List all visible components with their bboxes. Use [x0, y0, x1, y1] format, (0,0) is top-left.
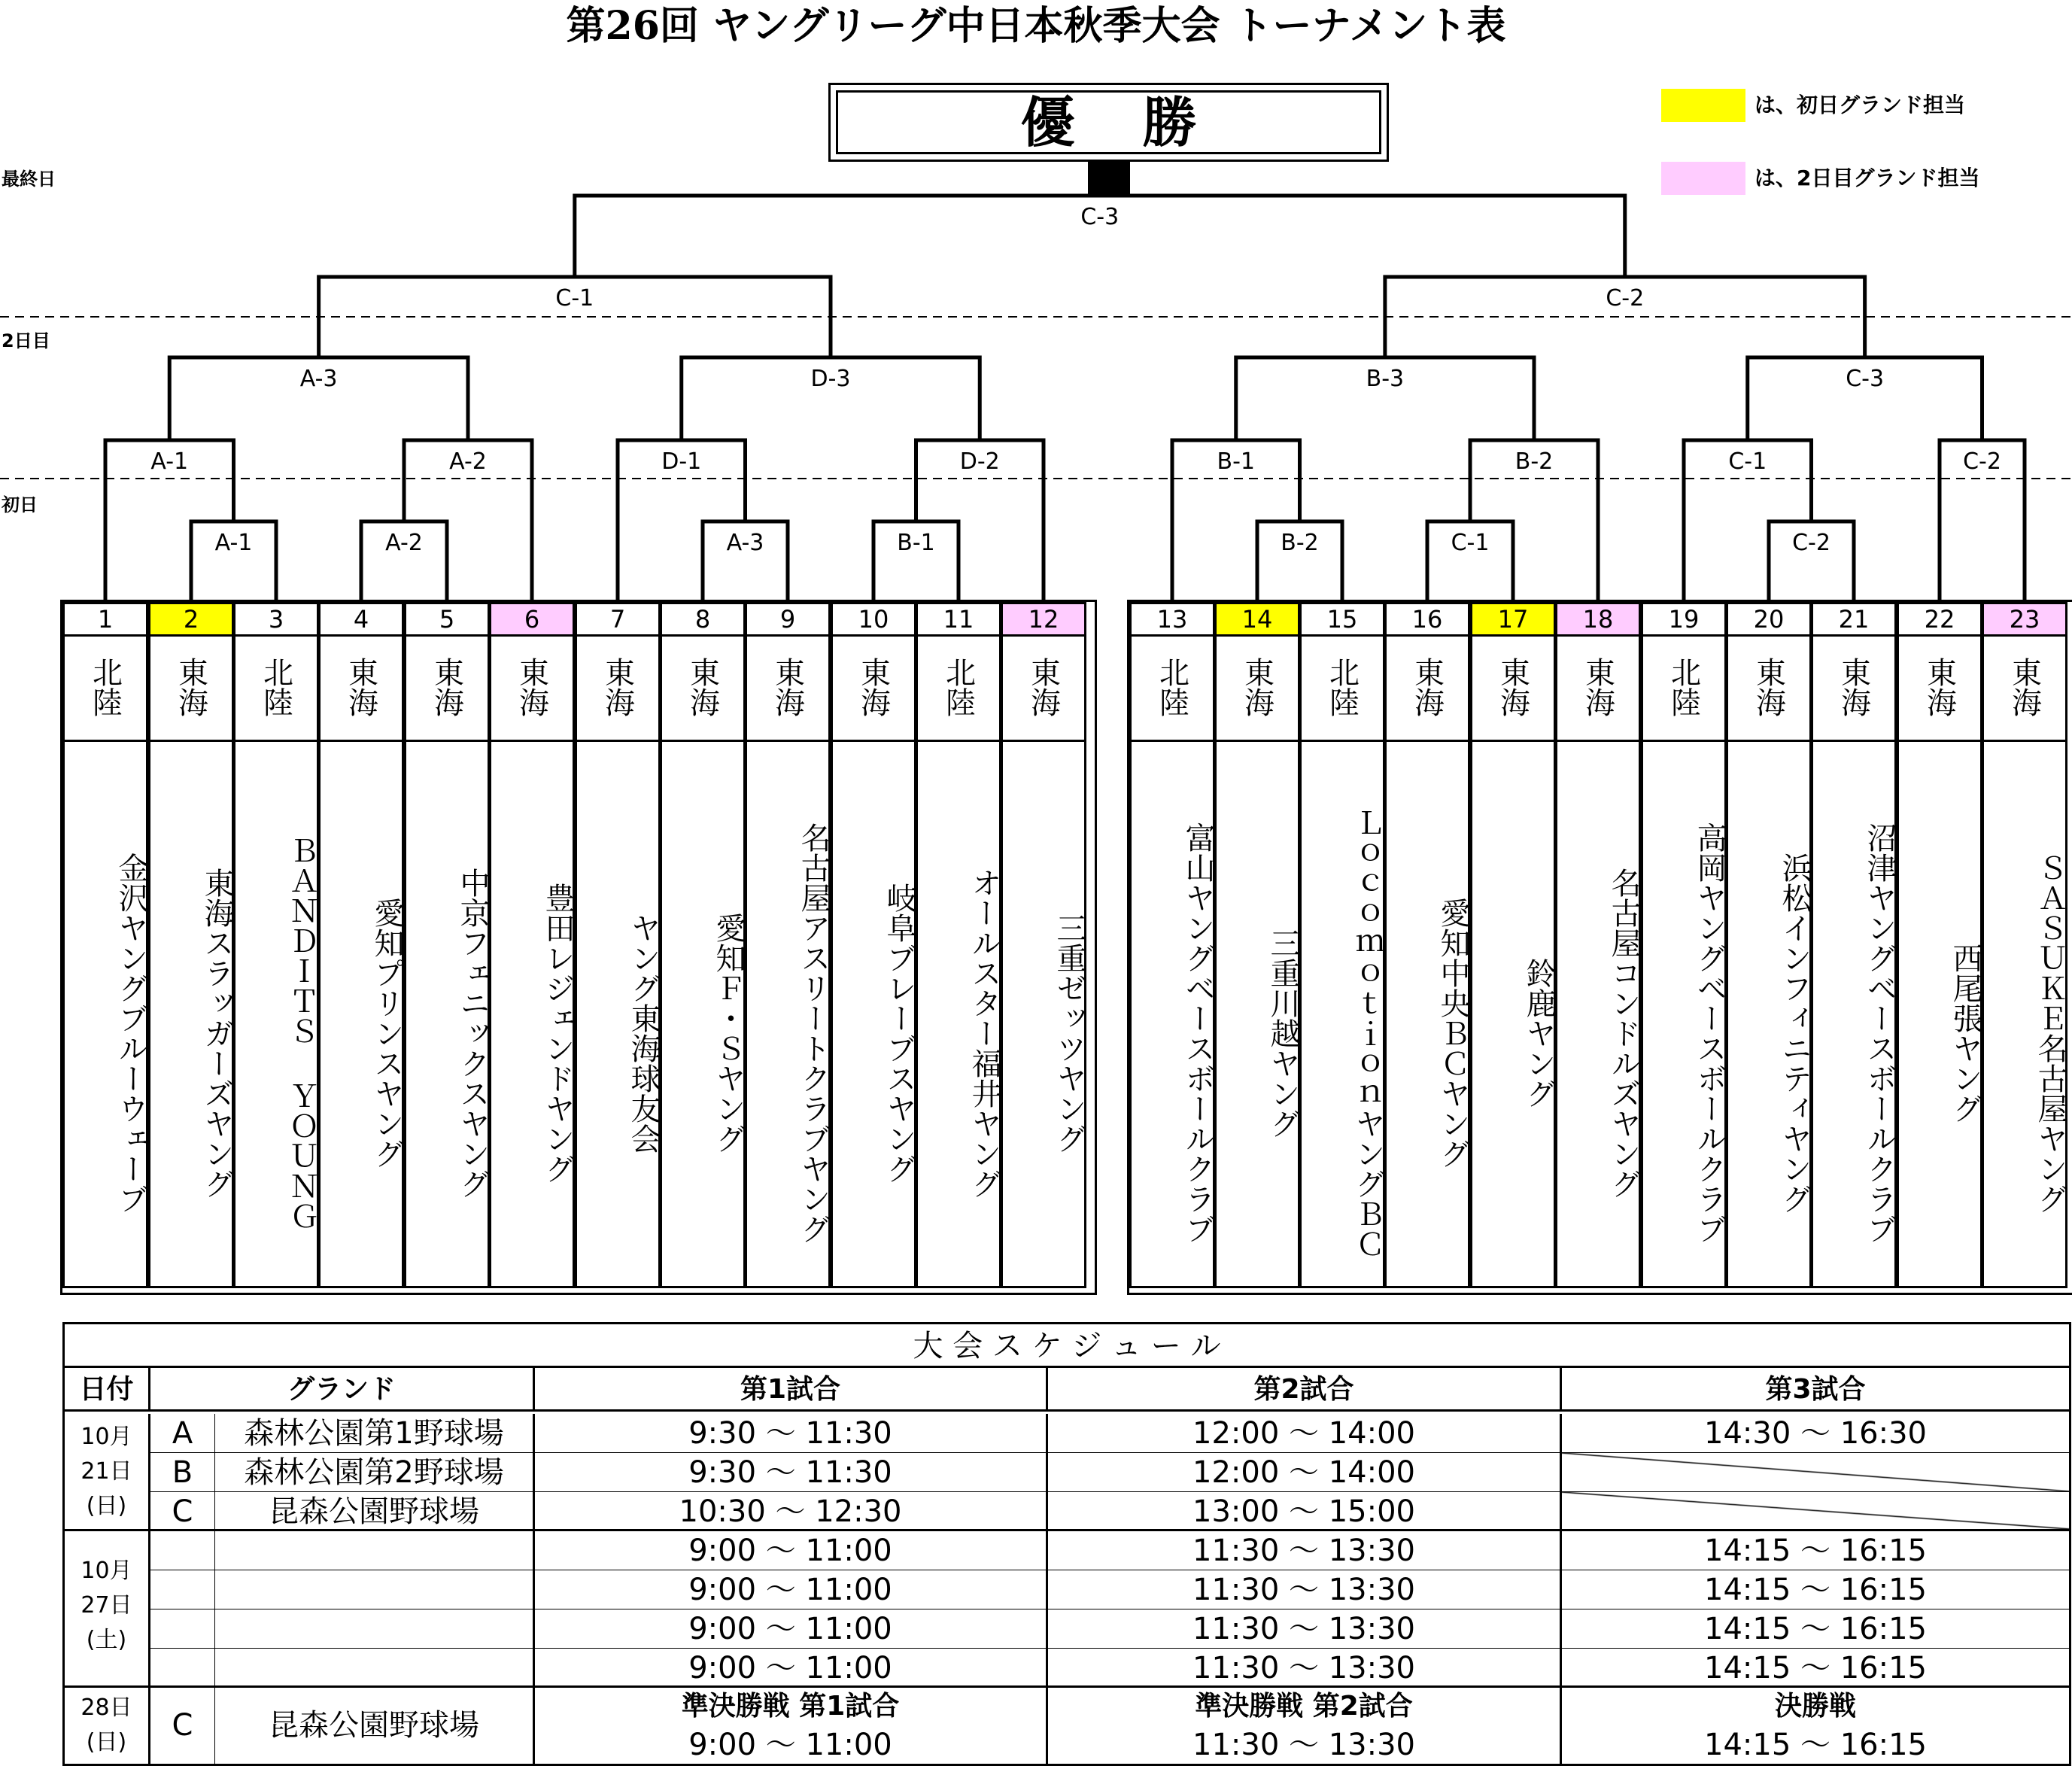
- team-region: 東海: [1813, 634, 1894, 742]
- team-column: [1897, 602, 1982, 1288]
- team-region: 東海: [1728, 634, 1809, 742]
- team-column: [1129, 602, 1215, 1288]
- time-game1: 9:00 ～ 11:00: [535, 1531, 1048, 1570]
- match-label: C-2: [1963, 448, 2001, 475]
- team-region: 東海: [1984, 634, 2065, 742]
- team-number: 2: [150, 604, 232, 637]
- ground-code: [150, 1531, 215, 1570]
- team-number: 22: [1899, 604, 1980, 637]
- team-name: 名古屋コンドルズヤング: [1606, 867, 1641, 1199]
- ground-name: 昆森公園野球場: [215, 1688, 535, 1764]
- time-game3: 14:30 ～ 16:30: [1562, 1414, 2069, 1453]
- match-label: D-3: [810, 366, 851, 392]
- label-day1: 初日: [2, 494, 38, 515]
- ground-code: B: [150, 1453, 215, 1492]
- team-name: 富山ヤングベースボールクラブ: [1180, 822, 1215, 1244]
- team-number: 6: [491, 604, 573, 637]
- match-label: B-3: [1366, 366, 1405, 392]
- champion-label: 優勝: [836, 90, 1381, 154]
- team-region: 東海: [1899, 634, 1980, 742]
- team-name: 三重ゼッツヤング: [1052, 912, 1086, 1154]
- match-label: C-2: [1792, 530, 1830, 556]
- team-number: 7: [577, 604, 658, 637]
- header-game2: 第2試合: [1048, 1368, 1562, 1412]
- match-label: A-1: [150, 448, 189, 475]
- match-label: D-2: [959, 448, 1000, 475]
- team-name: ＳＡＳＵＫＥ名古屋ヤング: [2033, 852, 2067, 1214]
- semifinal2-time: 11:30 ～ 13:30: [1048, 1726, 1562, 1764]
- time-game2: 13:00 ～ 15:00: [1048, 1492, 1562, 1531]
- team-number: 9: [747, 604, 828, 637]
- ground-name: 昆森公園野球場: [215, 1492, 535, 1531]
- ground-code: [150, 1609, 215, 1649]
- legend-text-day1: は、初日グランド担当: [1755, 93, 1966, 117]
- team-region: 東海: [662, 634, 743, 742]
- team-region: 東海: [833, 634, 914, 742]
- team-column: [62, 602, 148, 1288]
- time-game3: [1562, 1453, 2069, 1492]
- final-title: 決勝戦: [1774, 1691, 1856, 1722]
- team-number: 5: [406, 604, 488, 637]
- semifinal1-time: 9:00 ～ 11:00: [535, 1726, 1048, 1764]
- team-column: [1982, 602, 2067, 1288]
- semifinal2-title: 準決勝戦 第2試合: [1048, 1688, 1562, 1726]
- team-column: [1555, 602, 1641, 1288]
- ground-name: [215, 1531, 535, 1570]
- team-number: 12: [1003, 604, 1084, 637]
- team-region: 北陸: [1302, 634, 1383, 742]
- ground-name: [215, 1609, 535, 1649]
- legend-text-day2: は、2日目グランド担当: [1755, 166, 1980, 190]
- ground-code: [150, 1570, 215, 1609]
- team-region: 北陸: [918, 634, 999, 742]
- team-region: 東海: [747, 634, 828, 742]
- team-number: 3: [235, 604, 317, 637]
- team-column: [916, 602, 1001, 1288]
- team-number: 8: [662, 604, 743, 637]
- ground-code: C: [150, 1688, 215, 1764]
- team-name: 高岡ヤングベースボールクラブ: [1692, 822, 1727, 1244]
- team-column: [148, 602, 234, 1288]
- team-name: 沼津ヤングベースボールクラブ: [1862, 822, 1897, 1244]
- team-region: 北陸: [65, 634, 146, 742]
- match-label: B-1: [897, 530, 935, 556]
- team-number: 13: [1132, 604, 1213, 637]
- champion-connector: [1088, 162, 1130, 196]
- team-region: 東海: [321, 634, 402, 742]
- header-game3: 第3試合: [1562, 1368, 2069, 1412]
- time-game2: 11:30 ～ 13:30: [1048, 1649, 1562, 1688]
- team-number: 16: [1387, 604, 1468, 637]
- header-ground: グランド: [150, 1368, 535, 1412]
- team-number: 4: [321, 604, 402, 637]
- time-game1: 10:30 ～ 12:30: [535, 1492, 1048, 1531]
- team-name: 三重川越ヤング: [1265, 927, 1300, 1138]
- match-label: C-3: [1846, 366, 1885, 392]
- time-game3: 14:15 ～ 16:15: [1562, 1609, 2069, 1649]
- match-label: C-1: [1451, 530, 1490, 556]
- match-label: A-2: [385, 530, 423, 556]
- team-name: 愛知プリンスヤング: [369, 897, 404, 1169]
- team-name: 鈴鹿ヤング: [1521, 957, 1556, 1108]
- match-label: C-1: [555, 285, 594, 312]
- team-number: 14: [1217, 604, 1298, 637]
- ground-code: C: [150, 1492, 215, 1531]
- team-name: ＢＡＮＤＩＴＳ ＹＯＵＮＧ: [284, 834, 319, 1231]
- time-game1: 9:00 ～ 11:00: [535, 1570, 1048, 1609]
- team-number: 23: [1984, 604, 2065, 637]
- team-name: 岐阜ブレーブスヤング: [882, 882, 916, 1184]
- team-column: [1811, 602, 1897, 1288]
- team-number: 20: [1728, 604, 1809, 637]
- time-game2: 12:00 ～ 14:00: [1048, 1453, 1562, 1492]
- match-label: A-3: [726, 530, 764, 556]
- team-number: 21: [1813, 604, 1894, 637]
- time-game2: 11:30 ～ 13:30: [1048, 1609, 1562, 1649]
- team-region: 北陸: [1132, 634, 1213, 742]
- date-day3: 28日 (日): [65, 1688, 150, 1764]
- schedule-table: [62, 1322, 2071, 1766]
- label-final-day: 最終日: [2, 169, 56, 190]
- team-column: [1001, 602, 1086, 1288]
- team-region: 東海: [1217, 634, 1298, 742]
- match-label: C-3: [1080, 204, 1120, 230]
- team-number: 18: [1557, 604, 1639, 637]
- match-label: C-2: [1606, 285, 1645, 312]
- team-name: 東海スラッガーズヤング: [199, 867, 234, 1199]
- match-label: A-3: [299, 366, 338, 392]
- time-game1: 9:30 ～ 11:30: [535, 1453, 1048, 1492]
- header-game1: 第1試合: [535, 1368, 1048, 1412]
- team-column: [489, 602, 575, 1288]
- time-game1: 9:30 ～ 11:30: [535, 1414, 1048, 1453]
- time-game1: 9:00 ～ 11:00: [535, 1649, 1048, 1688]
- team-column: [575, 602, 661, 1288]
- team-region: 東海: [577, 634, 658, 742]
- time-game2: 11:30 ～ 13:30: [1048, 1570, 1562, 1609]
- time-game3: 14:15 ～ 16:15: [1562, 1570, 2069, 1609]
- team-column: [660, 602, 746, 1288]
- team-column: [1641, 602, 1727, 1288]
- ground-name: [215, 1649, 535, 1688]
- team-region: 東海: [1557, 634, 1639, 742]
- team-column: [1726, 602, 1812, 1288]
- label-day2: 2日目: [2, 330, 50, 351]
- team-name: ヤング東海球友会: [626, 912, 661, 1154]
- team-number: 19: [1643, 604, 1724, 637]
- team-name: 愛知中央ＢＣヤング: [1436, 897, 1470, 1169]
- team-number: 17: [1472, 604, 1554, 637]
- schedule-title: 大 会 ス ケ ジ ュ ー ル: [65, 1324, 2069, 1368]
- time-game1: 9:00 ～ 11:00: [535, 1609, 1048, 1649]
- team-column: [1384, 602, 1470, 1288]
- ground-name: 森林公園第2野球場: [215, 1453, 535, 1492]
- team-column: [233, 602, 319, 1288]
- time-game3: 14:15 ～ 16:15: [1562, 1649, 2069, 1688]
- team-name: 名古屋アスリートクラブヤング: [796, 822, 831, 1244]
- ground-code: A: [150, 1414, 215, 1453]
- team-region: 北陸: [235, 634, 317, 742]
- team-column: [831, 602, 916, 1288]
- team-name: 愛知Ｆ・Ｓヤング: [711, 912, 746, 1154]
- team-name: 豊田レジェンドヤング: [540, 882, 575, 1184]
- time-game2: 11:30 ～ 13:30: [1048, 1531, 1562, 1570]
- time-game3: 14:15 ～ 16:15: [1562, 1531, 2069, 1570]
- date-day1: 10月 21日 (日): [65, 1414, 150, 1531]
- team-name: 中京フェニックスヤング: [455, 867, 490, 1199]
- ground-name: [215, 1570, 535, 1609]
- match-label: B-2: [1281, 530, 1319, 556]
- team-region: 北陸: [1643, 634, 1724, 742]
- date-day2: 10月 27日 (土): [65, 1531, 150, 1688]
- team-column: [745, 602, 831, 1288]
- team-region: 東海: [1472, 634, 1554, 742]
- match-label: C-1: [1728, 448, 1767, 475]
- final-time: 14:15 ～ 16:15: [1704, 1727, 1927, 1762]
- team-number: 10: [833, 604, 914, 637]
- team-column: [1299, 602, 1385, 1288]
- ground-name: 森林公園第1野球場: [215, 1414, 535, 1453]
- team-name: 西尾張ヤング: [1948, 942, 1982, 1123]
- team-name: ＬｏｃｏｍｏｔｉｏｎヤングＢＣ: [1350, 807, 1385, 1259]
- match-label: B-1: [1217, 448, 1255, 475]
- team-region: 東海: [1003, 634, 1084, 742]
- ground-code: [150, 1649, 215, 1688]
- team-region: 東海: [150, 634, 232, 742]
- team-name: 浜松インフィニティヤング: [1777, 852, 1812, 1214]
- time-game3: [1562, 1492, 2069, 1531]
- team-region: 東海: [491, 634, 573, 742]
- team-column: [1214, 602, 1300, 1288]
- match-label: D-1: [661, 448, 702, 475]
- team-number: 15: [1302, 604, 1383, 637]
- header-date: 日付: [65, 1368, 150, 1412]
- team-region: 東海: [1387, 634, 1468, 742]
- team-number: 11: [918, 604, 999, 637]
- page-title: 第26回 ヤングリーグ中日本秋季大会 トーナメント表: [566, 3, 1506, 49]
- team-number: 1: [65, 604, 146, 637]
- match-label: A-1: [214, 530, 253, 556]
- match-label: A-2: [449, 448, 487, 475]
- team-name: オールスター福井ヤング: [967, 867, 1001, 1199]
- team-name: 金沢ヤングブルーウェーブ: [114, 852, 148, 1214]
- team-column: [1470, 602, 1556, 1288]
- team-region: 東海: [406, 634, 488, 742]
- team-column: [404, 602, 490, 1288]
- match-label: B-2: [1515, 448, 1554, 475]
- semifinal1-title: 準決勝戦 第1試合: [535, 1688, 1048, 1726]
- time-game2: 12:00 ～ 14:00: [1048, 1414, 1562, 1453]
- team-column: [318, 602, 404, 1288]
